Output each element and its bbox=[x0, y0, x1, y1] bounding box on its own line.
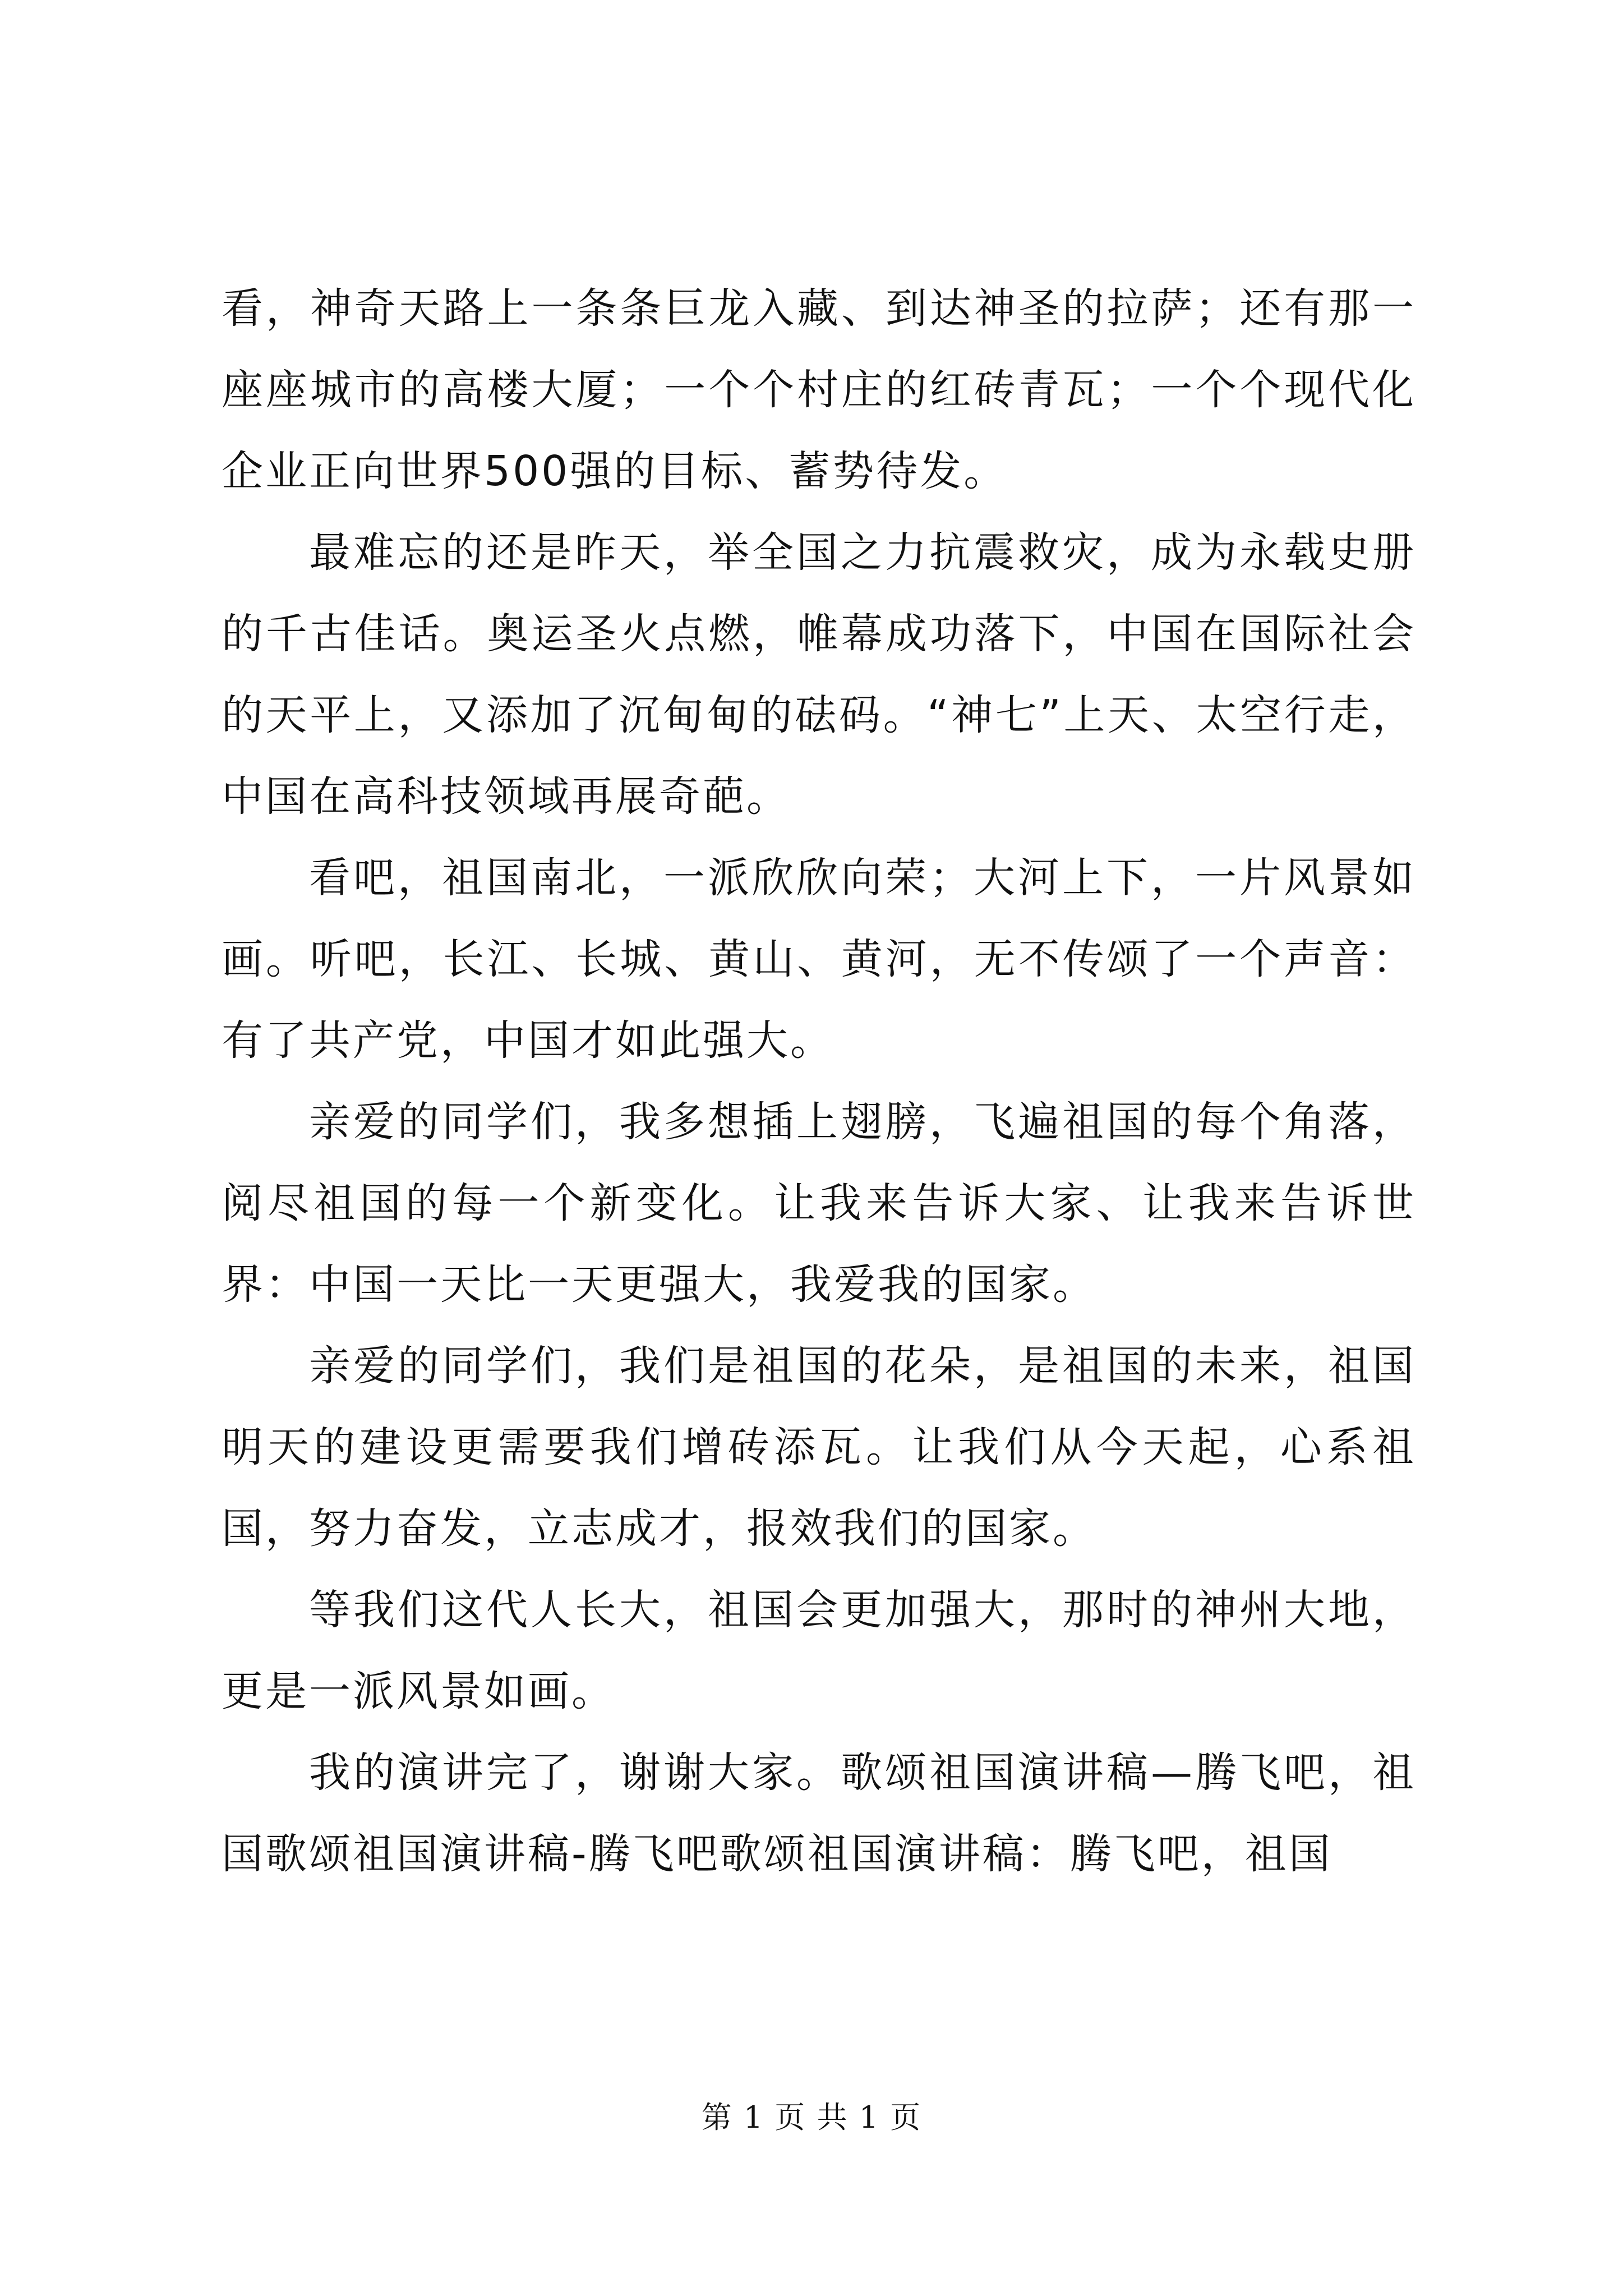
paragraph-7: 我的演讲完了，谢谢大家。歌颂祖国演讲稿—腾飞吧，祖国歌颂祖国演讲稿-腾飞吧歌颂祖国演讲稿：腾飞吧，祖国 bbox=[222, 1749, 1416, 1878]
paragraph-4: 亲爱的同学们，我多想插上翅膀，飞遍祖国的每个角落，阅尽祖国的每一个新变化。让我来告诉大家、让我来告诉世界：中国一天比一天更强大，我爱我的国家。 bbox=[222, 1098, 1416, 1309]
paragraph-3: 看吧，祖国南北，一派欣欣向荣；大河上下，一片风景如画。听吧，长江、长城、黄山、黄河，无不传颂了一个声音：有了共产党，中国才如此强大。 bbox=[222, 854, 1416, 1065]
page-footer: 第 1 页 共 1 页 bbox=[701, 2100, 922, 2135]
paragraph-5: 亲爱的同学们，我们是祖国的花朵，是祖国的未来，祖国明天的建设更需要我们增砖添瓦。让我们从今天起，心系祖国，努力奋发，立志成才，报效我们的国家。 bbox=[222, 1342, 1416, 1553]
paragraph-2: 最难忘的还是昨天，举全国之力抗震救灾，成为永载史册的千古佳话。奥运圣火点燃，帷幕成功落下，中国在国际社会的天平上，又添加了沉甸甸的砝码。“神七”上天、太空行走，中国在高科技领域再展奇葩。 bbox=[222, 528, 1416, 821]
paragraph-6: 等我们这代人长大，祖国会更加强大，那时的神州大地，更是一派风景如画。 bbox=[222, 1586, 1416, 1715]
document-body bbox=[222, 268, 1416, 1895]
paragraph-1: 看，神奇天路上一条条巨龙入藏、到达神圣的拉萨；还有那一座座城市的高楼大厦；一个个村庄的红砖青瓦；一个个现代化企业正向世界500强的目标、蓄势待发。 bbox=[222, 284, 1416, 495]
